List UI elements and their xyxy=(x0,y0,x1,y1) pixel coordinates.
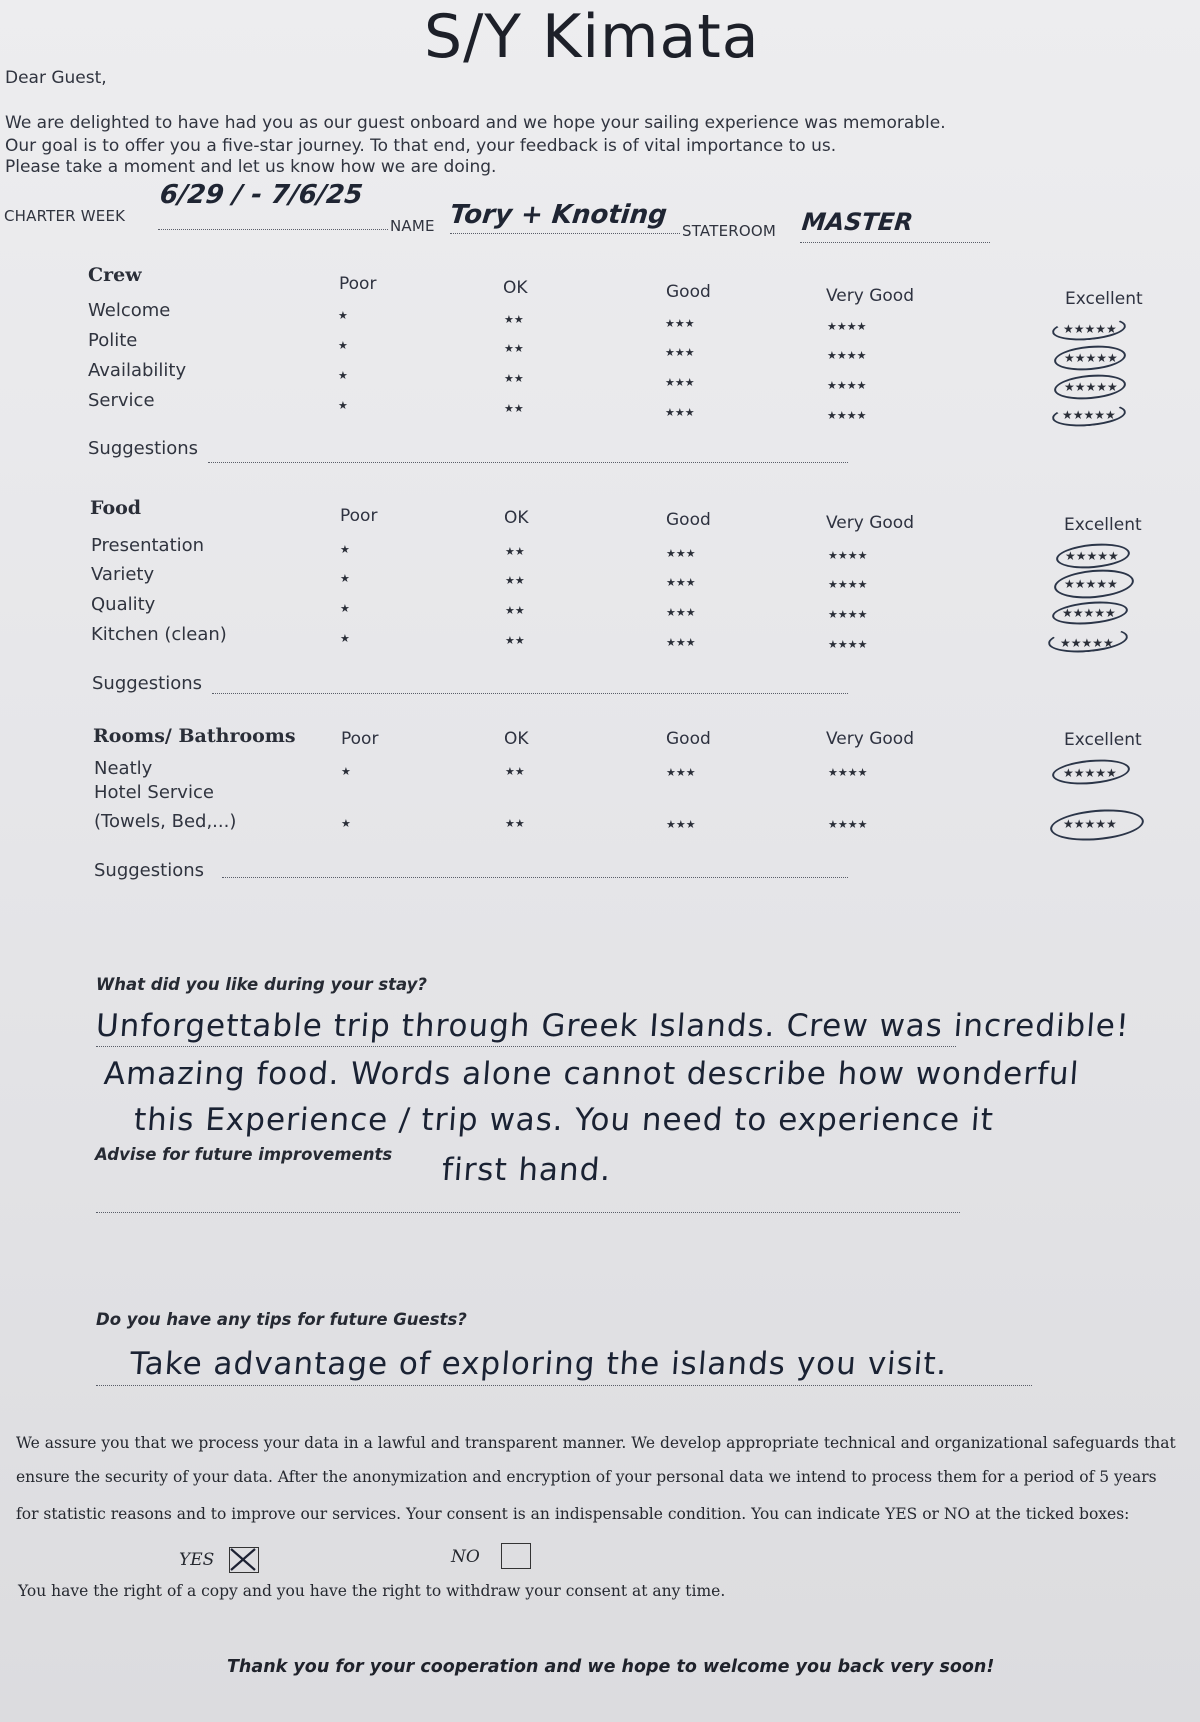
food-rating-5-variety[interactable]: ★★★★★ xyxy=(1064,577,1118,591)
liked-answer-line-2[interactable]: Amazing food. Words alone cannot describe how wonderful xyxy=(102,1056,1081,1092)
crew-rating-1-service[interactable]: ★ xyxy=(338,399,348,412)
crew-rating-5-availability[interactable]: ★★★★★ xyxy=(1064,380,1118,394)
crew-item-service: Service xyxy=(88,390,155,411)
crew-col-ok: OK xyxy=(503,278,528,298)
tips-question: Do you have any tips for future Guests? xyxy=(96,1310,467,1329)
consent-line-3: for statistic reasons and to improve our services. Your consent is an indispensable condition. You can indicate YES or NO at the ticked boxes: xyxy=(16,1505,1130,1523)
food-rating-1-kitchen[interactable]: ★ xyxy=(340,632,350,645)
food-rating-5-presentation[interactable]: ★★★★★ xyxy=(1065,549,1119,563)
selection-oval xyxy=(1047,625,1129,656)
crew-item-availability: Availability xyxy=(88,360,187,381)
consent-no-checkbox[interactable] xyxy=(501,1543,531,1569)
food-suggestions-line[interactable] xyxy=(212,693,848,694)
salutation: Dear Guest, xyxy=(5,68,107,88)
food-rating-4-kitchen[interactable]: ★★★★ xyxy=(828,638,868,651)
rooms-col-ok: OK xyxy=(504,729,529,749)
food-item-quality: Quality xyxy=(91,594,156,615)
rooms-rating-1-neatly[interactable]: ★ xyxy=(341,765,351,778)
crew-rating-3-availability[interactable]: ★★★ xyxy=(665,376,695,389)
liked-answer-line-4[interactable]: first hand. xyxy=(440,1152,613,1188)
thank-you-message: Thank you for your cooperation and we hope to welcome you back very soon! xyxy=(227,1657,995,1677)
food-rating-3-quality[interactable]: ★★★ xyxy=(666,606,696,619)
crew-item-polite: Polite xyxy=(88,330,138,351)
crew-rating-1-welcome[interactable]: ★ xyxy=(338,309,348,322)
name-label: NAME xyxy=(390,217,435,235)
crew-rating-3-polite[interactable]: ★★★ xyxy=(665,346,695,359)
crew-col-good: Good xyxy=(666,282,711,302)
food-rating-3-variety[interactable]: ★★★ xyxy=(666,576,696,589)
food-rating-4-presentation[interactable]: ★★★★ xyxy=(828,549,868,562)
food-rating-3-kitchen[interactable]: ★★★ xyxy=(666,636,696,649)
name-value[interactable]: Tory + Knoting xyxy=(448,200,669,230)
rooms-item-towels: (Towels, Bed,...) xyxy=(94,811,237,832)
rooms-rating-3-neatly[interactable]: ★★★ xyxy=(666,766,696,779)
selection-oval xyxy=(1053,343,1127,373)
food-rating-5-kitchen[interactable]: ★★★★★ xyxy=(1060,636,1114,650)
selection-oval xyxy=(1051,599,1129,628)
selection-oval xyxy=(1051,401,1127,429)
crew-item-welcome: Welcome xyxy=(88,300,171,321)
crew-rating-2-polite[interactable]: ★★ xyxy=(504,342,524,355)
food-rating-2-presentation[interactable]: ★★ xyxy=(505,545,525,558)
food-rating-3-presentation[interactable]: ★★★ xyxy=(666,547,696,560)
food-item-variety: Variety xyxy=(91,564,155,585)
charter-week-line xyxy=(158,229,388,230)
food-rating-2-quality[interactable]: ★★ xyxy=(505,604,525,617)
crew-rating-4-welcome[interactable]: ★★★★ xyxy=(827,320,867,333)
rights-notice: You have the right of a copy and you have the right to withdraw your consent at any time. xyxy=(18,1582,726,1600)
selection-oval xyxy=(1049,806,1145,844)
intro-line-1: We are delighted to have had you as our guest onboard and we hope your sailing experience was memorable. xyxy=(5,113,946,133)
crew-rating-5-polite[interactable]: ★★★★★ xyxy=(1064,351,1118,365)
consent-line-2: ensure the security of your data. After the anonymization and encryption of your personal data we intend to process them for a period of 5 years xyxy=(16,1468,1157,1486)
intro-line-3: Please take a moment and let us know how we are doing. xyxy=(5,157,497,177)
rooms-col-poor: Poor xyxy=(341,729,379,749)
selection-oval xyxy=(1055,541,1131,571)
tips-answer[interactable]: Take advantage of exploring the islands you visit. xyxy=(128,1346,949,1382)
food-col-ok: OK xyxy=(504,508,529,528)
liked-line xyxy=(96,1046,956,1047)
food-col-verygood: Very Good xyxy=(826,513,914,533)
food-heading: Food xyxy=(90,497,142,519)
check-mark-icon xyxy=(228,1546,258,1572)
rooms-col-verygood: Very Good xyxy=(826,729,914,749)
rooms-item-neatly: Neatly xyxy=(94,758,153,779)
consent-yes-label: YES xyxy=(179,1550,215,1570)
food-item-kitchen: Kitchen (clean) xyxy=(91,624,227,645)
tips-line xyxy=(96,1385,1032,1386)
selection-oval xyxy=(1051,757,1131,788)
crew-col-poor: Poor xyxy=(339,274,377,294)
liked-answer-line-3[interactable]: this Experience / trip was. You need to experience it xyxy=(132,1102,995,1138)
rooms-col-good: Good xyxy=(666,729,711,749)
rooms-heading: Rooms/ Bathrooms xyxy=(93,725,296,747)
liked-answer-line-1[interactable]: Unforgettable trip through Greek Islands. Crew was incredible! xyxy=(94,1008,1131,1044)
rooms-rating-4-towels[interactable]: ★★★★ xyxy=(828,818,868,831)
form-title: S/Y Kimata xyxy=(424,2,760,72)
crew-col-verygood: Very Good xyxy=(826,286,914,306)
rooms-rating-4-neatly[interactable]: ★★★★ xyxy=(828,766,868,779)
crew-rating-1-polite[interactable]: ★ xyxy=(338,339,348,352)
crew-col-excellent: Excellent xyxy=(1065,289,1143,309)
selection-oval xyxy=(1051,315,1127,343)
rooms-item-hotel-service: Hotel Service xyxy=(94,782,214,803)
liked-question: What did you like during your stay? xyxy=(96,975,427,994)
intro-line-2: Our goal is to offer you a five-star journey. To that end, your feedback is of vital importance to us. xyxy=(5,136,837,156)
food-suggestions-label: Suggestions xyxy=(92,673,202,694)
improvements-question: Advise for future improvements xyxy=(95,1145,393,1164)
crew-rating-2-service[interactable]: ★★ xyxy=(504,402,524,415)
stateroom-value[interactable]: MASTER xyxy=(800,208,915,236)
rooms-rating-5-towels[interactable]: ★★★★★ xyxy=(1063,817,1117,831)
charter-week-label: CHARTER WEEK xyxy=(4,207,126,225)
consent-line-1: We assure you that we process your data in a lawful and transparent manner. We develop appropriate technical and organizational safeguards that xyxy=(16,1434,1176,1452)
food-rating-4-quality[interactable]: ★★★★ xyxy=(828,608,868,621)
rooms-suggestions-label: Suggestions xyxy=(94,860,204,881)
food-rating-2-kitchen[interactable]: ★★ xyxy=(505,634,525,647)
crew-suggestions-line[interactable] xyxy=(208,462,848,463)
crew-rating-2-availability[interactable]: ★★ xyxy=(504,372,524,385)
selection-oval xyxy=(1053,567,1135,602)
improvements-line[interactable] xyxy=(96,1212,960,1213)
selection-oval xyxy=(1053,372,1127,402)
consent-yes-checkbox[interactable] xyxy=(229,1547,259,1573)
crew-rating-5-service[interactable]: ★★★★★ xyxy=(1062,408,1116,422)
rooms-rating-1-towels[interactable]: ★ xyxy=(341,817,351,830)
charter-week-value[interactable]: 6/29 / - 7/6/25 xyxy=(158,180,365,210)
crew-heading: Crew xyxy=(88,264,142,286)
food-rating-1-presentation[interactable]: ★ xyxy=(340,543,350,556)
food-col-excellent: Excellent xyxy=(1064,515,1142,535)
crew-rating-4-service[interactable]: ★★★★ xyxy=(827,409,867,422)
food-item-presentation: Presentation xyxy=(91,535,205,556)
crew-rating-4-polite[interactable]: ★★★★ xyxy=(827,349,867,362)
food-rating-5-quality[interactable]: ★★★★★ xyxy=(1062,606,1116,620)
stateroom-line xyxy=(800,242,990,243)
crew-suggestions-label: Suggestions xyxy=(88,438,198,459)
crew-rating-4-availability[interactable]: ★★★★ xyxy=(827,379,867,392)
rooms-rating-2-neatly[interactable]: ★★ xyxy=(505,765,525,778)
food-rating-2-variety[interactable]: ★★ xyxy=(505,574,525,587)
food-col-poor: Poor xyxy=(340,506,378,526)
crew-rating-1-availability[interactable]: ★ xyxy=(338,369,348,382)
food-rating-4-variety[interactable]: ★★★★ xyxy=(828,578,868,591)
food-rating-1-quality[interactable]: ★ xyxy=(340,602,350,615)
food-col-good: Good xyxy=(666,510,711,530)
rooms-rating-5-neatly[interactable]: ★★★★★ xyxy=(1063,766,1117,780)
rooms-rating-2-towels[interactable]: ★★ xyxy=(505,817,525,830)
food-rating-1-variety[interactable]: ★ xyxy=(340,572,350,585)
crew-rating-5-welcome[interactable]: ★★★★★ xyxy=(1063,322,1117,336)
name-line xyxy=(450,233,680,234)
rooms-suggestions-line[interactable] xyxy=(222,877,848,878)
stateroom-label: STATEROOM xyxy=(682,222,777,240)
consent-no-label: NO xyxy=(451,1547,480,1567)
rooms-rating-3-towels[interactable]: ★★★ xyxy=(666,818,696,831)
crew-rating-2-welcome[interactable]: ★★ xyxy=(504,313,524,326)
crew-rating-3-service[interactable]: ★★★ xyxy=(665,406,695,419)
crew-rating-3-welcome[interactable]: ★★★ xyxy=(665,317,695,330)
rooms-col-excellent: Excellent xyxy=(1064,730,1142,750)
